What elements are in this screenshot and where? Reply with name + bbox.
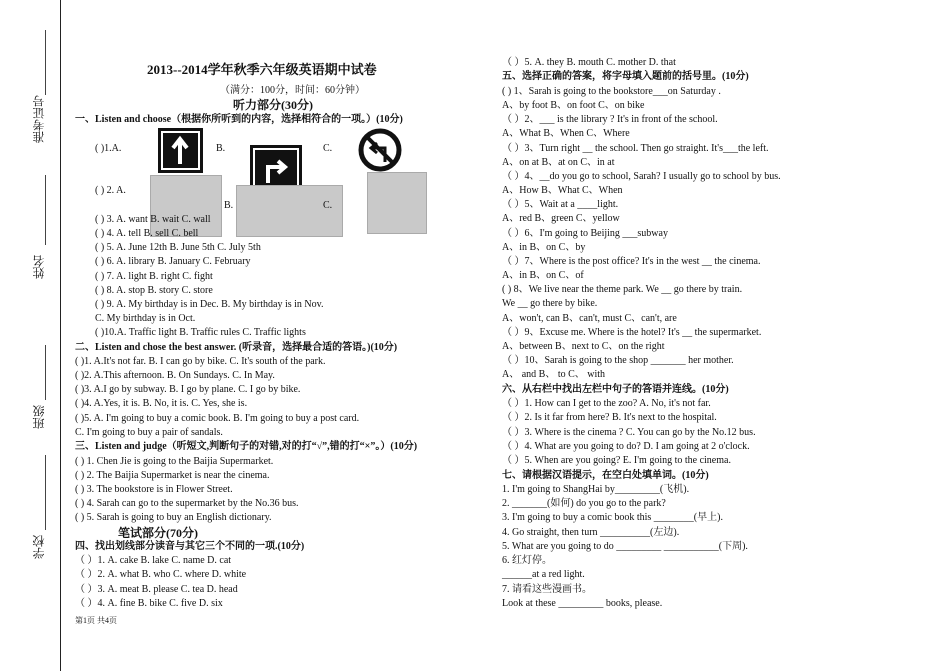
s2-item: ( )5. A. I'm going to buy a comic book. B. I'm going to buy a post card. (75, 413, 360, 424)
s7-item: 1. I'm going to ShangHai by_________(飞机). (502, 484, 690, 495)
s4-heading: 四、找出划线部分读音与其它三个不同的一项.(10分) (75, 541, 305, 552)
s3-item: ( ) 4. Sarah can go to the supermarket by the No.36 bus. (75, 498, 299, 509)
exam-title: 2013--2014学年秋季六年级英语期中试卷 (147, 62, 377, 77)
s5-item: A、between B、next to C、on the right (502, 341, 665, 352)
s3-item: ( ) 5. Sarah is going to buy an English dictionary. (75, 512, 272, 523)
s1-item: ( ) 9. A. My birthday is in Dec. B. My birthday is in Nov. (95, 299, 324, 310)
s2-heading: 二、Listen and chose the best answer. (听录音，选择最合适的答语。)(10分) (75, 342, 398, 353)
s3-item: ( ) 2. The Baijia Supermarket is near the cinema. (75, 470, 270, 481)
s5-item: A、on at B、at on C、in at (502, 157, 615, 168)
picture-c (367, 172, 427, 234)
s7-item: 5. What are you going to do _________ ___________(下周). (502, 541, 748, 552)
s1-item: ( ) 6. A. library B. January C. February (95, 256, 251, 267)
exam-no-label: 准考证号 (32, 95, 46, 143)
exam-no-line (45, 30, 46, 95)
s7-item: 6. 红灯停。 (502, 555, 552, 566)
page-footer: 第1页 共4页 (75, 616, 117, 625)
s1-q2: ( ) 2. A. (95, 185, 126, 196)
name-label: 姓名 (32, 255, 46, 279)
s1-item: ( ) 4. A. tell B. sell C. bell (95, 228, 199, 239)
s1-item: ( )10.A. Traffic light B. Traffic rules C. Traffic lights (95, 327, 306, 338)
s5-item: We __ go there by bike. (502, 298, 598, 309)
s2-item: ( )1. A.It's not far. B. I can go by bike. C. It's south of the park. (75, 356, 326, 367)
s1-item: C. My birthday is in Oct. (95, 313, 196, 324)
s6-item: （ ）2. Is it far from here? B. It's next to the hospital. (502, 412, 717, 423)
s5-item: A、What B、When C、Where (502, 128, 630, 139)
s5-item: （ ）5、Wait at a ____light. (502, 199, 619, 210)
school-label: 学校 (32, 535, 46, 559)
s2-item: ( )4. A.Yes, it is. B. No, it is. C. Yes, she is. (75, 398, 248, 409)
s2-item: ( )3. A.I go by subway. B. I go by plane. C. I go by bike. (75, 384, 301, 395)
s5-item: ( ) 1、Sarah is going to the bookstore___on Saturday . (502, 86, 721, 97)
s6-item: （ ）3. Where is the cinema ? C. You can go by the No.12 bus. (502, 427, 756, 438)
s5-item: A、in B、on C、by (502, 242, 586, 253)
s7-heading: 七、请根据汉语提示，在空白处填单词。(10分) (502, 470, 709, 481)
s7-item: 2. _______(如何) do you go to the park? (502, 498, 666, 509)
s5-item: A、in B、on C、of (502, 270, 584, 281)
writing-header: 笔试部分(70分) (118, 526, 198, 540)
s6-item: （ ）4. What are you going to do? D. I am going at 2 o'clock. (502, 441, 750, 452)
s1-q1: ( )1.A. (95, 143, 122, 154)
s7-item: Look at these _________ books, please. (502, 598, 663, 609)
s1-item: ( ) 8. A. stop B. story C. store (95, 285, 213, 296)
s5-item: A、How B、What C、When (502, 185, 623, 196)
binding-divider (60, 0, 61, 671)
s5-heading: 五、选择正确的答案，将字母填入题前的括号里。(10分) (502, 71, 749, 82)
exam-subtitle: （满分：100分，时间：60分钟） (220, 85, 365, 96)
s1-heading: 一、Listen and choose（根据你所听到的内容，选择相符合的一项。）(10分) (75, 114, 403, 125)
s4-item-5: （ ）5. A. they B. mouth C. mother D. that (502, 57, 676, 68)
name-line (45, 175, 46, 245)
s4-item: （ ）1. A. cake B. lake C. name D. cat (75, 555, 232, 566)
no-left-turn-sign-icon (355, 128, 405, 173)
s5-item: A、by foot B、on foot C、on bike (502, 100, 645, 111)
s5-item: ( ) 8、We live near the theme park. We __ go there by train. (502, 284, 743, 295)
s2-item: C. I'm going to buy a pair of sandals. (75, 427, 223, 438)
s5-item: （ ）10、Sarah is going to the shop _______ her mother. (502, 355, 734, 366)
class-line (45, 345, 46, 400)
s1-q2-c: C. (323, 200, 333, 211)
s5-item: （ ）3、Turn right __ the school. Then go straight. It's___the left. (502, 143, 769, 154)
s1-item: ( ) 5. A. June 12th B. June 5th C. July 5th (95, 242, 261, 253)
s4-item: （ ）2. A. what B. who C. where D. white (75, 569, 247, 580)
s5-item: A、won't, can B、can't, must C、can't, are (502, 313, 677, 324)
school-line (45, 455, 46, 530)
s5-item: （ ）2、___ is the library ? It's in front of the school. (502, 114, 718, 125)
s5-item: （ ）4、__do you go to school, Sarah? I usually go to school by bus. (502, 171, 781, 182)
s6-item: （ ）1. How can I get to the zoo? A. No, it's not far. (502, 398, 711, 409)
listening-header: 听力部分(30分) (233, 98, 313, 112)
s7-item: 4. Go straight, then turn __________(左边). (502, 527, 680, 538)
s3-item: ( ) 1. Chen Jie is going to the Baijia Supermarket. (75, 456, 274, 467)
s6-heading: 六、从右栏中找出左栏中句子的答语并连线。(10分) (502, 384, 729, 395)
s6-item: （ ）5. When are you going? E. I'm going to the cinema. (502, 455, 731, 466)
s1-q2-b: B. (224, 200, 234, 211)
s1-item: ( ) 3. A. want B. wait C. wall (95, 214, 211, 225)
s5-item: （ ）9、Excuse me. Where is the hotel? It's __ the supermarket. (502, 327, 762, 338)
s7-item: 3. I'm going to buy a comic book this ________(早上). (502, 512, 723, 523)
s3-item: ( ) 3. The bookstore is in Flower Street. (75, 484, 233, 495)
s5-item: （ ）7、Where is the post office? It's in the west __ the cinema. (502, 256, 761, 267)
s5-item: （ ）6、I'm going to Beijing ___subway (502, 228, 668, 239)
s7-item: 7. 请看这些漫画书。 (502, 584, 592, 595)
class-label: 班级 (32, 405, 46, 429)
s1-item: ( ) 7. A. light B. right C. fight (95, 271, 213, 282)
s7-item: ______at a red light. (502, 569, 585, 580)
s5-item: A、red B、green C、yellow (502, 213, 620, 224)
s1-q1-c: C. (323, 143, 333, 154)
s2-item: ( )2. A.This afternoon. B. On Sundays. C. In May. (75, 370, 275, 381)
s5-item: A、 and B、 to C、 with (502, 369, 606, 380)
s4-item: （ ）4. A. fine B. bike C. five D. six (75, 598, 223, 609)
s3-heading: 三、Listen and judge（听短文,判断句子的对错,对的打“√”,错的打“×”。）(10分) (75, 441, 418, 452)
s4-item: （ ）3. A. meat B. please C. tea D. head (75, 584, 238, 595)
straight-arrow-sign-icon (158, 128, 203, 173)
s1-q1-b: B. (216, 143, 226, 154)
